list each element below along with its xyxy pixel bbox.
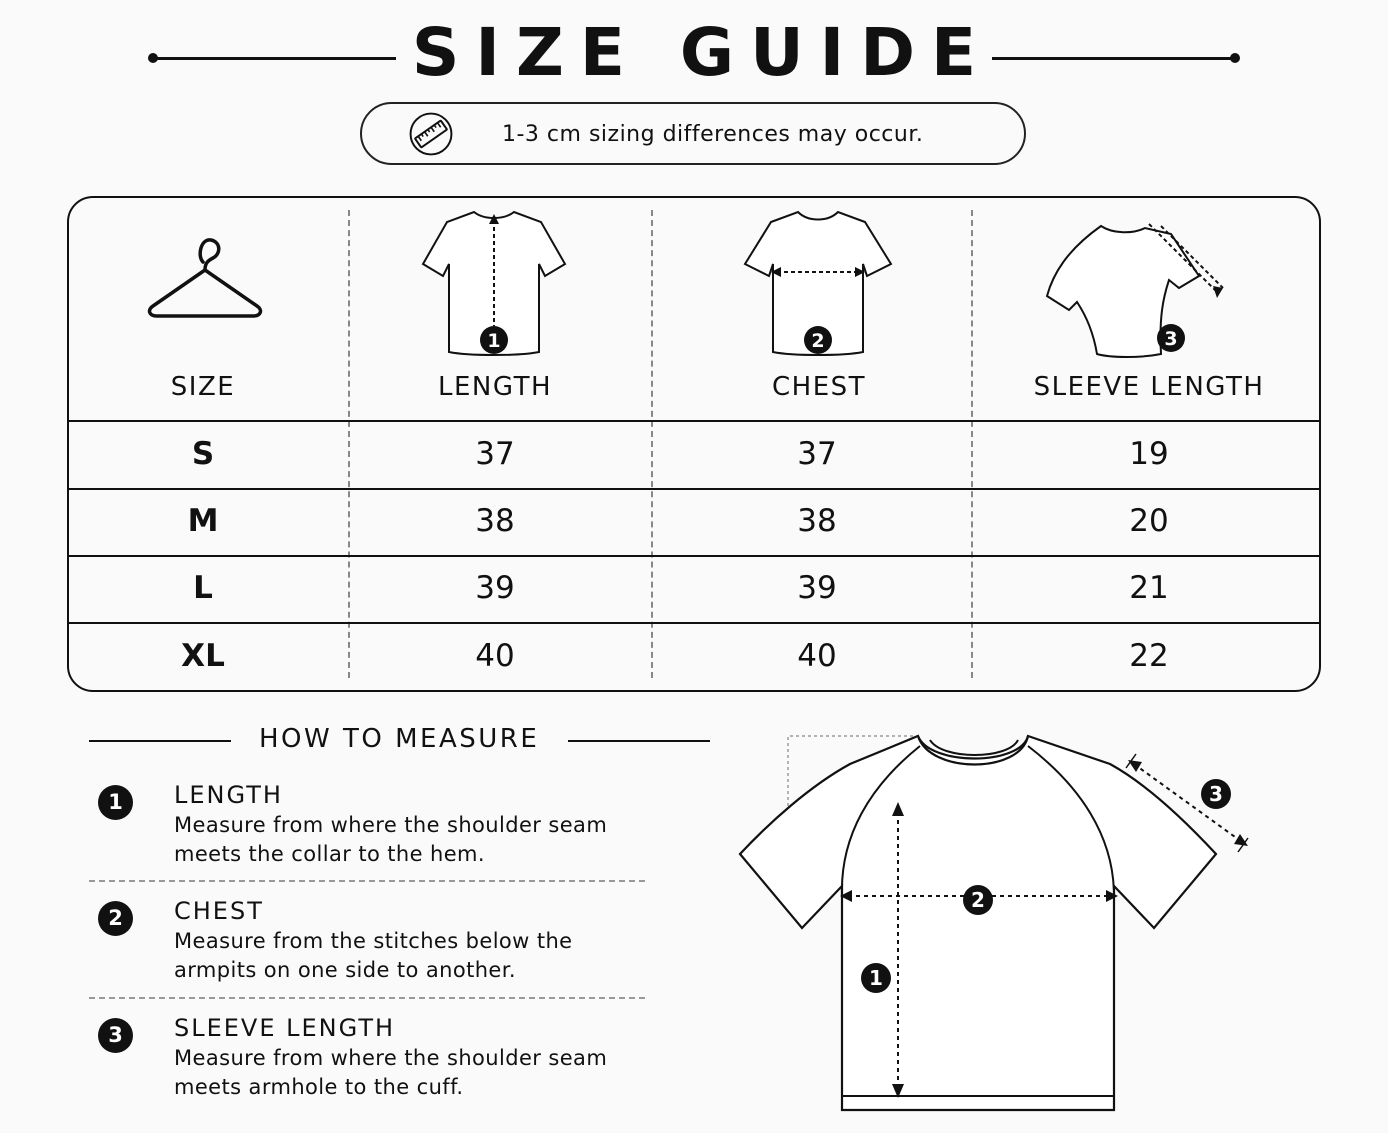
section-line-right [568, 740, 710, 742]
step-number-badge: 3 [98, 1018, 133, 1053]
column-header-chest: CHEST [771, 372, 867, 402]
size-value: XL [181, 638, 225, 674]
length-value: 37 [475, 436, 515, 472]
chest-value: 37 [797, 436, 837, 472]
length-value: 40 [475, 638, 515, 674]
tshirt-length-icon [419, 206, 569, 358]
column-divider [348, 210, 350, 678]
length-marker: 1 [487, 330, 501, 352]
size-value: S [191, 436, 215, 472]
step-separator [89, 997, 645, 999]
sleeve-value: 21 [1129, 570, 1169, 606]
sleeve-value: 20 [1129, 503, 1169, 539]
diagram-marker-length: 1 [869, 966, 883, 990]
sleeve-value: 19 [1129, 436, 1169, 472]
measure-step-sleeve [98, 1014, 658, 1104]
column-divider [651, 210, 653, 678]
sleeve-marker: 3 [1164, 328, 1178, 350]
tshirt-chest-icon [741, 206, 895, 358]
measure-step-length [98, 781, 658, 871]
column-header-sleeve-length: SLEEVE LENGTH [1033, 372, 1265, 402]
column-header-length: LENGTH [437, 372, 552, 402]
diagram-marker-sleeve: 3 [1209, 782, 1223, 806]
length-value: 38 [475, 503, 515, 539]
measure-step-chest [98, 897, 658, 987]
length-value: 39 [475, 570, 515, 606]
step-title: CHEST [174, 897, 264, 925]
row-divider [69, 488, 1319, 490]
title-line-right-dot [1230, 53, 1240, 63]
chest-marker: 2 [811, 330, 825, 352]
size-value: L [193, 570, 213, 606]
how-to-measure-title: HOW TO MEASURE [259, 724, 540, 754]
sleeve-value: 22 [1129, 638, 1169, 674]
sizing-notice [360, 102, 1026, 165]
hanger-icon [145, 234, 265, 322]
step-separator [89, 880, 645, 882]
step-description: Measure from where the shoulder seam meets the collar to the hem. [174, 813, 608, 866]
step-number-badge: 1 [98, 785, 133, 820]
row-divider [69, 622, 1319, 624]
section-line-left [89, 740, 231, 742]
step-title: LENGTH [174, 781, 283, 809]
title-line-right [992, 57, 1236, 60]
page-title: SIZE GUIDE [411, 14, 993, 91]
step-number-badge: 2 [98, 901, 133, 936]
column-divider [971, 210, 973, 678]
step-description: Measure from the stitches below the armpits on one side to another. [174, 929, 573, 982]
size-table [67, 196, 1321, 692]
header-divider [69, 420, 1319, 422]
column-header-size: SIZE [170, 372, 236, 402]
step-description: Measure from where the shoulder seam meets armhole to the cuff. [174, 1046, 608, 1099]
chest-value: 39 [797, 570, 837, 606]
ruler-icon [403, 112, 459, 156]
sizing-notice-text: 1-3 cm sizing differences may occur. [502, 122, 924, 147]
tshirt-measure-diagram [730, 726, 1260, 1116]
tshirt-sleeve-icon [1041, 218, 1231, 358]
size-value: M [187, 503, 219, 539]
diagram-marker-chest: 2 [971, 888, 985, 912]
chest-value: 38 [797, 503, 837, 539]
step-title: SLEEVE LENGTH [174, 1014, 396, 1042]
row-divider [69, 555, 1319, 557]
chest-value: 40 [797, 638, 837, 674]
